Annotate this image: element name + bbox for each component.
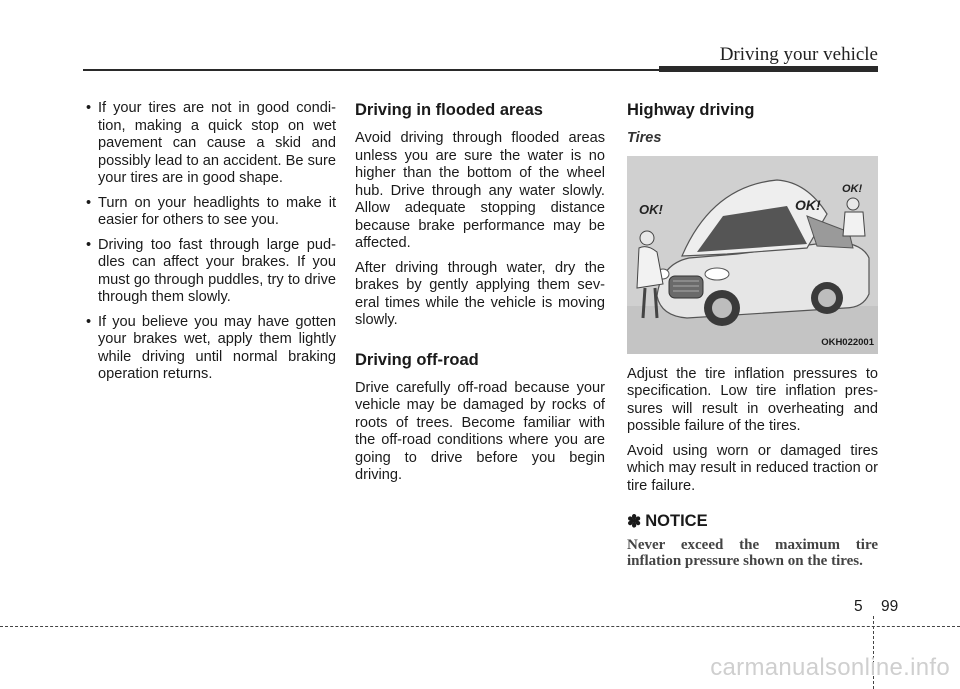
header-rule: [83, 69, 659, 71]
ok-label-right: OK!: [842, 182, 863, 195]
header-rule-accent: [659, 66, 878, 72]
notice-heading: [627, 513, 878, 531]
tires-paragraph-1: Adjust the tire inflation pressures to specification. Low tire inflation pres-sures will result in overheating and possible failure of the tires.: [627, 365, 878, 434]
page-number: 99: [881, 598, 899, 615]
tires-paragraph-2: Avoid using worn or damaged tires which may result in reduced traction or tire failure.: [627, 442, 878, 494]
tire-check-illustration: [627, 156, 878, 354]
flooded-areas-heading: Driving in flooded areas: [355, 101, 543, 119]
bullet-item: • If your tires are not in good condi-tion, making a quick stop on wet pavement can cause a skid and possibly lead to an accident. Be sure your tires are in good shape.: [83, 100, 336, 188]
flooded-paragraph-2: After driving through water, dry the brakes by gently applying them sev-eral times while the vehicle is moving slowly.: [355, 259, 605, 328]
ok-label-left: OK!: [639, 201, 663, 217]
bullet-item: • Turn on your headlights to make it easier for others to see you.: [83, 195, 336, 230]
highway-driving-heading: Highway driving: [627, 101, 755, 119]
tires-subheading: Tires: [627, 130, 662, 146]
footer-dashed-rule: [0, 626, 960, 627]
watermark: carmanualsonline.info: [710, 654, 950, 681]
ok-label-middle: OK!: [795, 196, 821, 213]
column-2: [355, 100, 605, 492]
column-3: [627, 100, 878, 569]
safety-bullet-list: [83, 100, 336, 384]
notice-title: NOTICE: [645, 512, 708, 530]
chapter-number: 5: [854, 598, 863, 615]
off-road-heading: Driving off-road: [355, 350, 479, 369]
section-header-title: Driving your vehicle: [719, 44, 878, 65]
bullet-item: • If you believe you may have gotten your brakes wet, apply them lightly while driving until normal braking operation returns.: [83, 314, 336, 384]
notice-text: Never exceed the maximum tire inflation pressure shown on the tires.: [627, 536, 878, 569]
illustration-code: OKH022001: [821, 337, 874, 348]
off-road-paragraph: Drive carefully off-road because your vehicle may be damaged by rocks of roots of trees. Become familiar with the off-road conditions where you are going to drive before you begin driving.: [355, 379, 605, 483]
notice-star-icon: ✽: [627, 512, 642, 531]
column-1: [83, 100, 336, 391]
car-and-people-drawing: [627, 156, 878, 354]
flooded-paragraph-1: Avoid driving through flooded areas unless you are sure the water is no higher than the bottom of the wheel hub. Drive through any water slowly. Allow adequate stopping distance because brake performance may be affected.: [355, 130, 605, 251]
bullet-item: • Driving too fast through large pud-dles can affect your brakes. If you must go through puddles, try to drive through them slowly.: [83, 237, 336, 307]
